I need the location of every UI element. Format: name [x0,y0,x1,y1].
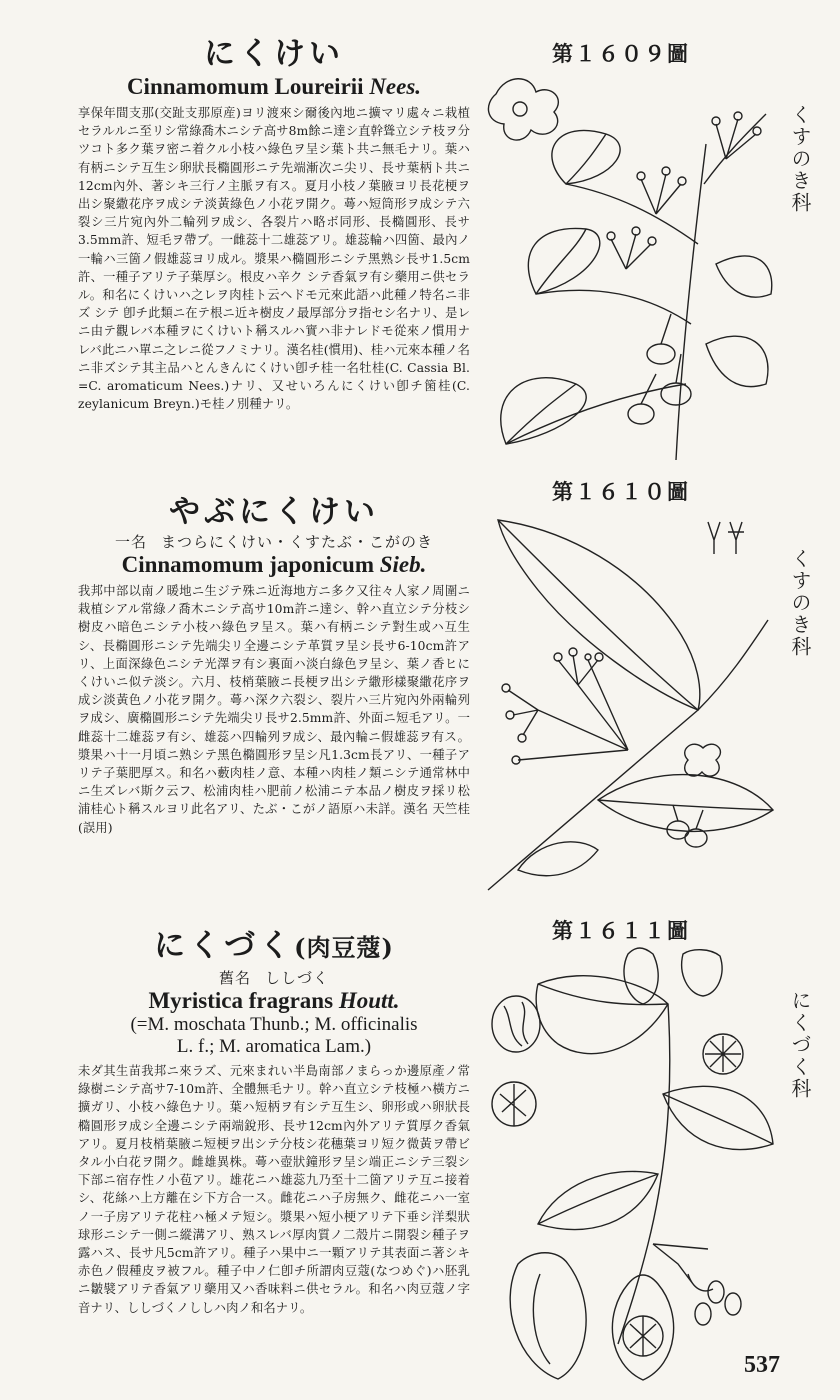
family-label-myristicaceae: にくづく科 [788,990,812,1100]
botanical-illustration-yabunikkei [478,510,778,896]
family-label-lauraceae: くすのき科 [788,104,812,214]
figure-label-1609: 第１６０９圖 [552,41,690,66]
alias-label: 一名 [114,533,147,551]
alias: ししづく [265,969,330,987]
scientific-name: Myristica fragrans Houtt. [148,988,400,1013]
alias-label: 舊名 [218,969,251,987]
authority: Sieb. [379,552,427,577]
figure-label-1610: 第１６１０圖 [552,479,690,504]
scientific-name: Cinnamomum Loureirii Nees. [126,74,422,99]
entry-myristica-fragrans [78,926,470,1317]
alias: まつらにくけい・くすたぶ・こがのき [161,533,434,551]
description: 享保年間支那(交趾支那原産)ヨリ渡來シ爾後內地ニ擴マリ處々ニ栽植セラルルニ至リシ常綠喬木ニシテ高サ8m餘ニ達シ直幹聳立シテ枝ヲ分ツコト多ク葉ヲ密ニ着クル小枝ハ綠色ヲ呈シ葉ト共ニ無毛ナリ。葉ハ有柄ニシテ互生シ卵狀長橢圓形ニテ先端漸次ニ尖リ、長サ葉柄ト共ニ12cm內外、著シキ三行ノ主脈ヲ有ス。夏月小枝ノ葉腋ヨリ長花梗ヲ出シ聚繖花序ヲ成シテ淡黃綠色ノ小花ヲ開ク。蕚ハ短筒形ヲ成シテ六裂シ三片宛內外二輪列ヲ成シ、各裂片ハ略ボ同形、長橢圓形、長サ3.5mm許、短毛ヲ帶ブ。一雌蕊十二雄蕊アリ。雄蕊輪ハ四箇、最內ノ一輪ハ三箇ノ假雄蕊ヨリ成ル。漿果ハ橢圓形ニシテ黑熟シ長サ1.5cm許、一種子アリテ子葉厚シ。根皮ハ辛ク シテ香氣ヲ有シ藥用ニ供セラル。和名にくけいハ之レヲ肉桂ト云ヘドモ元來此語ハ此種ノ特名ニ非ズ シテ 卽チ此類ニ在テ根ニ近キ樹皮ノ最厚部分ヲ指セシ名ナリ、是レニ由テ觀レバ本種ヲにくけいト稱スルハ實ハ非ナレドモ從來ノ慣用ナレバ此ニハ單ニ之レニ從フノミナリ。漢名桂(慣用)、桂ハ元來本種ノ名ニ非ズシテ其主品ハとんきんにくけい卽チ桂一名牡桂(C. Cassia Bl. =C. aromaticum Nees.)ナリ、又せいろんにくけい卽チ箘桂(C. zeylanicum Breyn.)モ桂ノ別種ナリ。 [78,106,470,412]
synonym-line-1: (=M. moschata Thunb.; M. officinalis [130,1014,418,1035]
description: 我邦中部以南ノ暖地ニ生ジテ殊ニ近海地方ニ多ク又往々人家ノ周圍ニ栽植シアル常綠ノ喬木ニシテ高サ10m許ニ達シ、幹ハ直立シテ分枝シ樹皮ハ暗色ニシテ小枝ハ綠色ヲ呈ス。葉ハ有柄ニシテ對生或ハ互生シ、長橢圓形ニシテ先端尖リ全邊ニシテ革質ヲ呈シ長サ6-10cm許アリ、上面深綠色ニシテ光澤ヲ有シ裏面ハ淡白綠色ヲ呈シ、葉ノ香ヒにくけいニ似テ淡シ。六月、枝梢葉腋ニ長梗ヲ出シテ繖形樣聚繖花序ヲ成シ淡黃色ノ小花ヲ開ク。蕚ハ深ク六裂シ、裂片ハ三片宛內外兩輪列ヲ成シ、廣橢圓形ニシテ先端尖リ長サ2.5mm許、外面ニ短毛アリ。一雌蕊十二雄蕊ヲ有シ、雄蕊ハ四輪列ヲ成シ、最內輪ニ假雄蕊ヲ有ス。漿果ハ十一月頃ニ熟シテ黑色橢圓形ヲ呈シ凡1.3cm長アリ、一種子アリテ子葉肥厚ス。和名ハ藪肉桂ノ意、本種ハ肉桂ノ類ニシテ通常林中ニ生ズレバ斯ク云フ、松浦肉桂ハ肥前ノ松浦ニテ本品ノ樹皮ヲ採リ松浦桂心ト稱スルヨリ此名アリ、たぶ・こがノ語原ハ未詳。漢名 天竺桂(誤用) [78,584,470,835]
authority: Houtt. [338,988,400,1013]
japanese-name: やぶにくけい [169,494,379,530]
entry-cinnamomum-loureirii [78,34,470,413]
botanical-illustration-cinnamon [476,64,776,460]
family-label-lauraceae: くすのき科 [788,548,812,658]
japanese-name: にくけい [204,36,344,72]
scientific-name: Cinnamomum japonicum Sieb. [121,552,427,577]
page-number: 537 [744,1352,780,1378]
figure-label-1611: 第１６１１圖 [552,918,690,943]
japanese-name: にくづく(肉豆蔻) [154,928,394,964]
authority: Nees. [369,74,422,99]
alias-line [78,532,470,552]
entry-cinnamomum-japonicum [78,492,470,837]
japanese-name-paren: (肉豆蔻) [294,933,394,962]
alias-line [78,968,470,988]
synonym-line-2: L. f.; M. aromatica Lam.) [176,1036,372,1057]
botanical-illustration-nutmeg [478,944,778,1390]
description: 未ダ其生苗我邦ニ來ラズ、元來まれい半島南部ノまらっか邊原產ノ常綠樹ニシテ高サ7-10m許、全體無毛ナリ。幹ハ直立シテ枝極ハ橫方ニ擴ガリ、小枝ハ綠色ナリ。葉ハ短柄ヲ有シテ互生シ、卵形或ハ卵狀長橢圓形ヲ成シ全邊ニシテ兩端銳形、長サ12cm內外アリテ質厚ク香氣アリ。夏月枝梢葉腋ニ短梗ヲ出シテ分枝シ花穗葉ヨリ短ク微黃ヲ帶ビタル小白花ヲ開ク。雌雄異株。蕚ハ壺狀鐘形ヲ呈シ端正ニシテ三裂シ下部ニ宿存性ノ小苞アリ。雄花ニハ雄蕊九乃至十二箇アリテ互ニ接着シ、花絲ハ上方離在シ下方合一ス。雌花ニハ子房無ク、雌花ニハ一室ノ一子房アリテ花柱ハ極メテ短シ。漿果ハ短小梗アリテ下垂シ洋梨狀球形ニシテ一側ニ縱溝アリ、熟スレバ厚肉質ノ二殼片ニ開裂シ種子ヲ露ハス、長サ凡5cm許アリ。種子ハ果中ニ一顆アリテ其表面ニ著シキ赤色ノ假種皮ヲ被フル。種子中ノ仁卽チ所謂肉豆蔻(なつめぐ)ハ胚乳ニ皺襞アリテ香氣アリ藥用又ハ香味料ニ供セラル。和名ハ肉豆蔻ノ字音ナリ、ししづくノししハ肉ノ和名ナリ。 [78,1064,470,1315]
